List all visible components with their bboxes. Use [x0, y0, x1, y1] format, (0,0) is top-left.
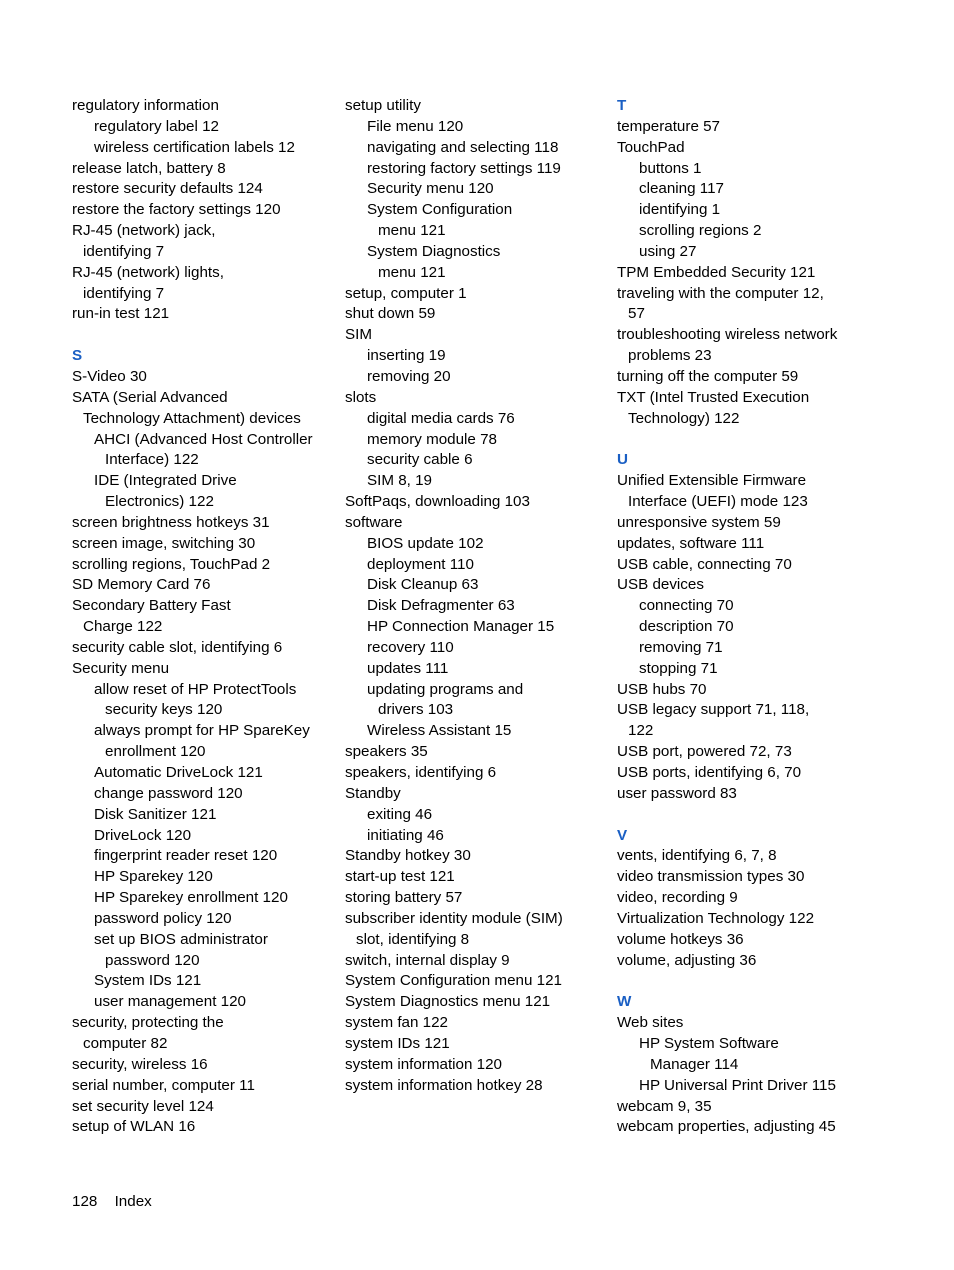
- index-subentry: computer 82: [83, 1034, 168, 1052]
- index-entry: traveling with the computer 12,: [617, 284, 824, 302]
- index-entry: Unified Extensible Firmware: [617, 472, 807, 490]
- index-subentry: using 27: [639, 242, 697, 260]
- index-subentry: Automatic DriveLock 121: [94, 764, 263, 781]
- index-subentry: HP Sparekey 120: [94, 868, 213, 886]
- index-entry: restore the factory settings 120: [72, 201, 281, 219]
- index-subentry: Interface) 122: [105, 451, 199, 469]
- index-entry: System Diagnostics menu 121: [345, 993, 551, 1011]
- index-entry: set security level 124: [72, 1097, 214, 1115]
- index-subentry: updating programs and: [367, 680, 524, 698]
- index-entry: USB legacy support 71, 118,: [617, 701, 810, 719]
- index-subentry: inserting 19: [367, 347, 446, 365]
- index-entry: setup of WLAN 16: [72, 1118, 196, 1136]
- index-subentry: IDE (Integrated Drive: [94, 472, 237, 490]
- index-entry: system IDs 121: [345, 1034, 450, 1052]
- index-entry: Web sites: [617, 1014, 684, 1032]
- index-subentry: BIOS update 102: [367, 534, 484, 552]
- index-subentry: updates 111: [367, 659, 449, 677]
- index-subentry: Interface (UEFI) mode 123: [628, 493, 808, 511]
- index-subentry: description 70: [639, 618, 734, 636]
- index-entry: scrolling regions, TouchPad 2: [72, 555, 271, 573]
- page-footer: [72, 1192, 152, 1212]
- index-entry: System Configuration menu 121: [345, 972, 562, 990]
- index-entry: temperature 57: [617, 117, 720, 135]
- index-entry: subscriber identity module (SIM): [345, 909, 563, 927]
- index-entry: switch, internal display 9: [345, 951, 510, 969]
- index-entry: system fan 122: [345, 1014, 448, 1032]
- index-entry: shut down 59: [345, 305, 436, 323]
- index-entry: USB ports, identifying 6, 70: [617, 764, 802, 781]
- index-subentry: security cable 6: [367, 451, 473, 469]
- index-entry: release latch, battery 8: [72, 159, 226, 177]
- index-entry: webcam 9, 35: [617, 1097, 712, 1115]
- index-entry: RJ-45 (network) jack,: [72, 222, 216, 240]
- index-subentry: buttons 1: [639, 159, 702, 177]
- index-entry: speakers, identifying 6: [345, 764, 497, 781]
- index-subentry: 122: [628, 722, 654, 740]
- index-subentry: System Configuration: [367, 201, 513, 219]
- index-subentry: Disk Cleanup 63: [367, 576, 479, 594]
- index-subentry: HP System Software: [639, 1034, 779, 1052]
- index-entry: security, wireless 16: [72, 1055, 208, 1073]
- index-subentry: allow reset of HP ProtectTools: [94, 680, 297, 698]
- index-entry: updates, software 111: [617, 534, 765, 552]
- index-subentry: Wireless Assistant 15: [367, 722, 512, 740]
- section-gap: [617, 805, 879, 826]
- index-subentry: connecting 70: [639, 597, 734, 615]
- index-entry: video, recording 9: [617, 889, 738, 907]
- index-subentry: scrolling regions 2: [639, 222, 762, 240]
- index-entry: vents, identifying 6, 7, 8: [617, 847, 777, 865]
- index-subentry: identifying 1: [639, 201, 721, 219]
- index-subentry: set up BIOS administrator: [94, 930, 268, 948]
- index-entry: security, protecting the: [72, 1014, 224, 1032]
- index-entry: storing battery 57: [345, 889, 463, 907]
- index-subentry: removing 20: [367, 367, 451, 385]
- index-subentry: Charge 122: [83, 618, 163, 636]
- index-subentry: System IDs 121: [94, 972, 202, 990]
- index-subentry: change password 120: [94, 784, 243, 802]
- page-number: 128: [72, 1193, 98, 1210]
- index-subentry: Technology) 122: [628, 409, 740, 427]
- index-subentry: user management 120: [94, 993, 246, 1011]
- index-subentry: recovery 110: [367, 638, 454, 656]
- index-entry: S-Video 30: [72, 367, 147, 385]
- index-subentry: Security menu 120: [367, 180, 494, 198]
- index-subentry: File menu 120: [367, 117, 464, 135]
- index-column-2: [345, 96, 607, 1097]
- index-entry: system information 120: [345, 1055, 503, 1073]
- index-subentry: slot, identifying 8: [356, 930, 470, 948]
- index-subentry: Disk Defragmenter 63: [367, 597, 515, 615]
- section-letter-heading: W: [617, 993, 632, 1011]
- section-gap: [617, 971, 879, 992]
- index-subentry: stopping 71: [639, 659, 718, 677]
- index-subentry: navigating and selecting 118: [367, 138, 559, 156]
- index-subentry: Electronics) 122: [105, 493, 214, 511]
- index-subentry: digital media cards 76: [367, 409, 515, 427]
- footer-section: Index: [114, 1193, 152, 1210]
- index-entry: Security menu: [72, 659, 170, 677]
- index-entry: setup utility: [345, 97, 421, 114]
- index-entry: TouchPad: [617, 138, 685, 156]
- index-subentry: AHCI (Advanced Host Controller: [94, 430, 313, 448]
- index-entry: SATA (Serial Advanced: [72, 388, 228, 406]
- index-entry: setup, computer 1: [345, 284, 467, 302]
- index-subentry: always prompt for HP SpareKey: [94, 722, 310, 740]
- index-entry: system information hotkey 28: [345, 1076, 543, 1094]
- index-entry: turning off the computer 59: [617, 367, 799, 385]
- index-entry: unresponsive system 59: [617, 513, 781, 531]
- index-entry: USB cable, connecting 70: [617, 555, 792, 573]
- index-subentry: Disk Sanitizer 121: [94, 805, 217, 823]
- index-subentry: 57: [628, 305, 645, 323]
- index-subentry: Technology Attachment) devices: [83, 409, 301, 427]
- index-column-3: [617, 96, 879, 1138]
- index-entry: regulatory information: [72, 97, 219, 114]
- index-subentry: removing 71: [639, 638, 723, 656]
- index-entry: screen image, switching 30: [72, 534, 256, 552]
- index-subentry: enrollment 120: [105, 743, 206, 761]
- index-entry: USB hubs 70: [617, 680, 707, 698]
- index-subentry: memory module 78: [367, 430, 497, 448]
- index-entry: TPM Embedded Security 121: [617, 263, 816, 281]
- index-subentry: HP Universal Print Driver 115: [639, 1076, 836, 1094]
- index-subentry: Manager 114: [650, 1055, 739, 1073]
- section-letter-heading: V: [617, 826, 628, 844]
- index-subentry: deployment 110: [367, 555, 474, 573]
- index-entry: Standby: [345, 784, 401, 802]
- index-entry: volume, adjusting 36: [617, 951, 757, 969]
- index-entry: user password 83: [617, 784, 737, 802]
- index-entry: USB devices: [617, 576, 704, 594]
- index-entry: speakers 35: [345, 743, 428, 761]
- index-subentry: menu 121: [378, 222, 446, 240]
- index-entry: SIM: [345, 326, 373, 344]
- index-entry: start-up test 121: [345, 868, 455, 886]
- index-subentry: HP Sparekey enrollment 120: [94, 889, 288, 907]
- index-subentry: System Diagnostics: [367, 242, 501, 260]
- index-entry: security cable slot, identifying 6: [72, 638, 283, 656]
- index-subentry: restoring factory settings 119: [367, 159, 561, 177]
- section-letter-heading: T: [617, 97, 627, 114]
- section-letter-heading: U: [617, 451, 628, 469]
- index-column-1: [72, 96, 334, 1138]
- index-entry: video transmission types 30: [617, 868, 805, 886]
- index-subentry: exiting 46: [367, 805, 433, 823]
- index-entry: SoftPaqs, downloading 103: [345, 493, 530, 511]
- index-subentry: drivers 103: [378, 701, 454, 719]
- index-entry: TXT (Intel Trusted Execution: [617, 388, 810, 406]
- index-entry: software: [345, 513, 403, 531]
- index-entry: Secondary Battery Fast: [72, 597, 231, 615]
- index-entry: USB port, powered 72, 73: [617, 743, 792, 761]
- index-subentry: cleaning 117: [639, 180, 725, 198]
- index-subentry: initiating 46: [367, 826, 444, 844]
- index-subentry: security keys 120: [105, 701, 223, 719]
- index-entry: SD Memory Card 76: [72, 576, 211, 594]
- index-subentry: DriveLock 120: [94, 826, 192, 844]
- index-subentry: SIM 8, 19: [367, 472, 432, 490]
- index-subentry: wireless certification labels 12: [94, 138, 295, 156]
- index-entry: webcam properties, adjusting 45: [617, 1118, 836, 1136]
- index-subentry: password policy 120: [94, 909, 232, 927]
- index-entry: serial number, computer 11: [72, 1076, 255, 1094]
- index-subentry: password 120: [105, 951, 200, 969]
- section-gap: [617, 430, 879, 451]
- index-subentry: identifying 7: [83, 242, 165, 260]
- index-subentry: identifying 7: [83, 284, 165, 302]
- index-entry: volume hotkeys 36: [617, 930, 744, 948]
- section-gap: [72, 325, 334, 346]
- index-entry: RJ-45 (network) lights,: [72, 263, 224, 281]
- index-subentry: fingerprint reader reset 120: [94, 847, 278, 865]
- index-entry: troubleshooting wireless network: [617, 326, 838, 344]
- index-entry: Standby hotkey 30: [345, 847, 471, 865]
- index-subentry: menu 121: [378, 263, 446, 281]
- index-subentry: problems 23: [628, 347, 712, 365]
- index-entry: Virtualization Technology 122: [617, 909, 815, 927]
- index-entry: slots: [345, 388, 377, 406]
- section-letter-heading: S: [72, 347, 83, 365]
- index-entry: restore security defaults 124: [72, 180, 263, 198]
- index-entry: screen brightness hotkeys 31: [72, 513, 270, 531]
- index-subentry: regulatory label 12: [94, 117, 219, 135]
- index-entry: run-in test 121: [72, 305, 170, 323]
- index-subentry: HP Connection Manager 15: [367, 618, 555, 636]
